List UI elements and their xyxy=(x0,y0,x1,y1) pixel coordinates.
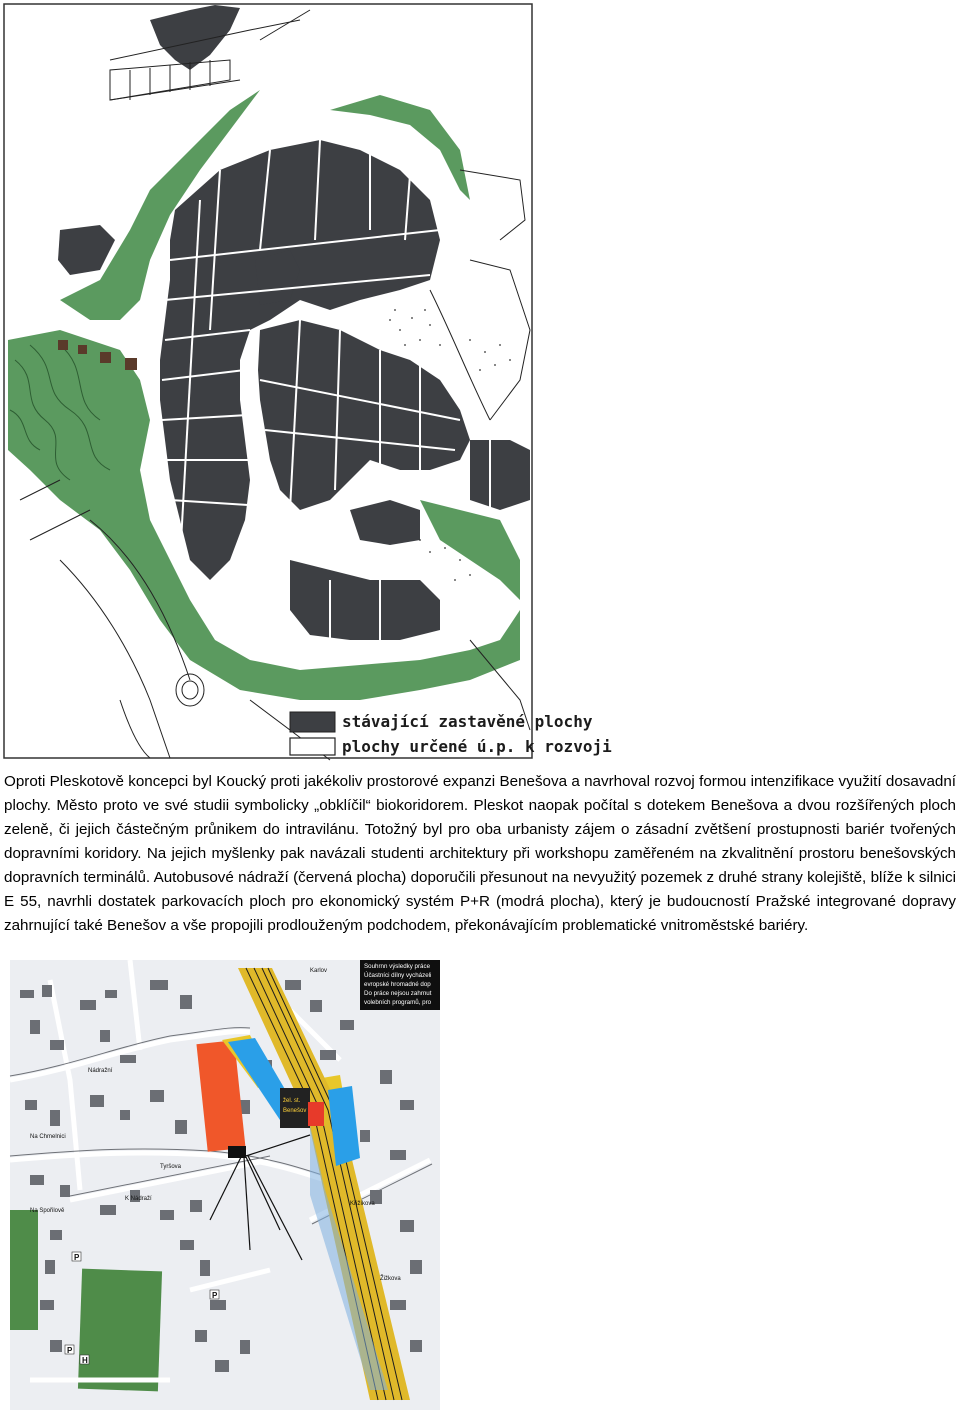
body-paragraph: Oproti Pleskotově koncepci byl Koucký proti jakékoliv prostorové expanzi Benešova a navrhoval rozvoj formou intenzifikace využití dosavadní plochy. Město proto ve své studii symbolicky „obklíčil“ biokoridorem. Pleskot naopak počítal s dotekem Benešova a dvou rozšířených ploch zeleně, či jejich částečným průnikem do intravilánu. Totožný byl pro oba urbanisty zájem o zásadní zvětšení prostupnosti bariér tvořených dopravními koridory. Na jejich myšlenky pak navázali studenti architektury při workshopu zaměřeném na zkvalitnění prostoru benešovských dopravních terminálů. Autobusové nádraží (červená plocha) doporučili přesunout na nevyužitý pozemek z druhé strany kolejiště, blíže k silnici E 55, navrhli dostatek parkovacích ploch pro ekonomický systém P+R (modrá plocha), který je budoucností Pražské integrované dopravy zahrnující také Benešov a vše propojili prodlouženým podchodem, překonávajícím problematické vnitroměstské bariéry. xyxy=(4,773,956,934)
street-label: Křižíkova xyxy=(350,1201,375,1207)
notice-line-4: Do práce nejsou zahrnut xyxy=(364,990,432,997)
street-label: Na Chmelnici xyxy=(30,1134,66,1140)
station-label-1: žel. st. xyxy=(283,1098,301,1104)
parking-sign: P xyxy=(212,1291,218,1300)
street-label: Tyršova xyxy=(160,1164,182,1170)
notice-line-1: Souhrnn výsledky práce xyxy=(364,963,431,970)
street-label: Na Spořilově xyxy=(30,1208,65,1214)
urban-plan-map-drawing xyxy=(0,0,612,762)
terminal-proposal-map-drawing xyxy=(10,960,440,1410)
terminal-proposal-map xyxy=(10,960,440,1410)
legend-planned-swatch xyxy=(290,738,335,755)
notice-line-2: Účastníci dílny vycházeli xyxy=(364,972,432,979)
legend-existing-label: stávající zastavěné plochy xyxy=(342,712,593,731)
street-label: Karlov xyxy=(310,968,328,974)
legend-existing-swatch xyxy=(290,712,335,732)
notice-line-5: volebních programů, pro xyxy=(364,999,432,1006)
notice-line-3: evropské hromadné dop xyxy=(364,981,431,988)
hospital-sign: H xyxy=(82,1356,88,1365)
parking-sign: P xyxy=(67,1346,73,1355)
street-label: Žižkova xyxy=(380,1276,401,1282)
street-label: Nádražní xyxy=(88,1068,113,1074)
station-label-2: Benešov xyxy=(283,1108,307,1114)
notice-box xyxy=(360,960,440,1010)
urban-plan-map xyxy=(0,0,612,762)
legend-planned-label: plochy určené ú.p. k rozvoji xyxy=(342,737,612,756)
parking-sign: P xyxy=(74,1253,80,1262)
street-label: K Nádraží xyxy=(125,1196,152,1202)
